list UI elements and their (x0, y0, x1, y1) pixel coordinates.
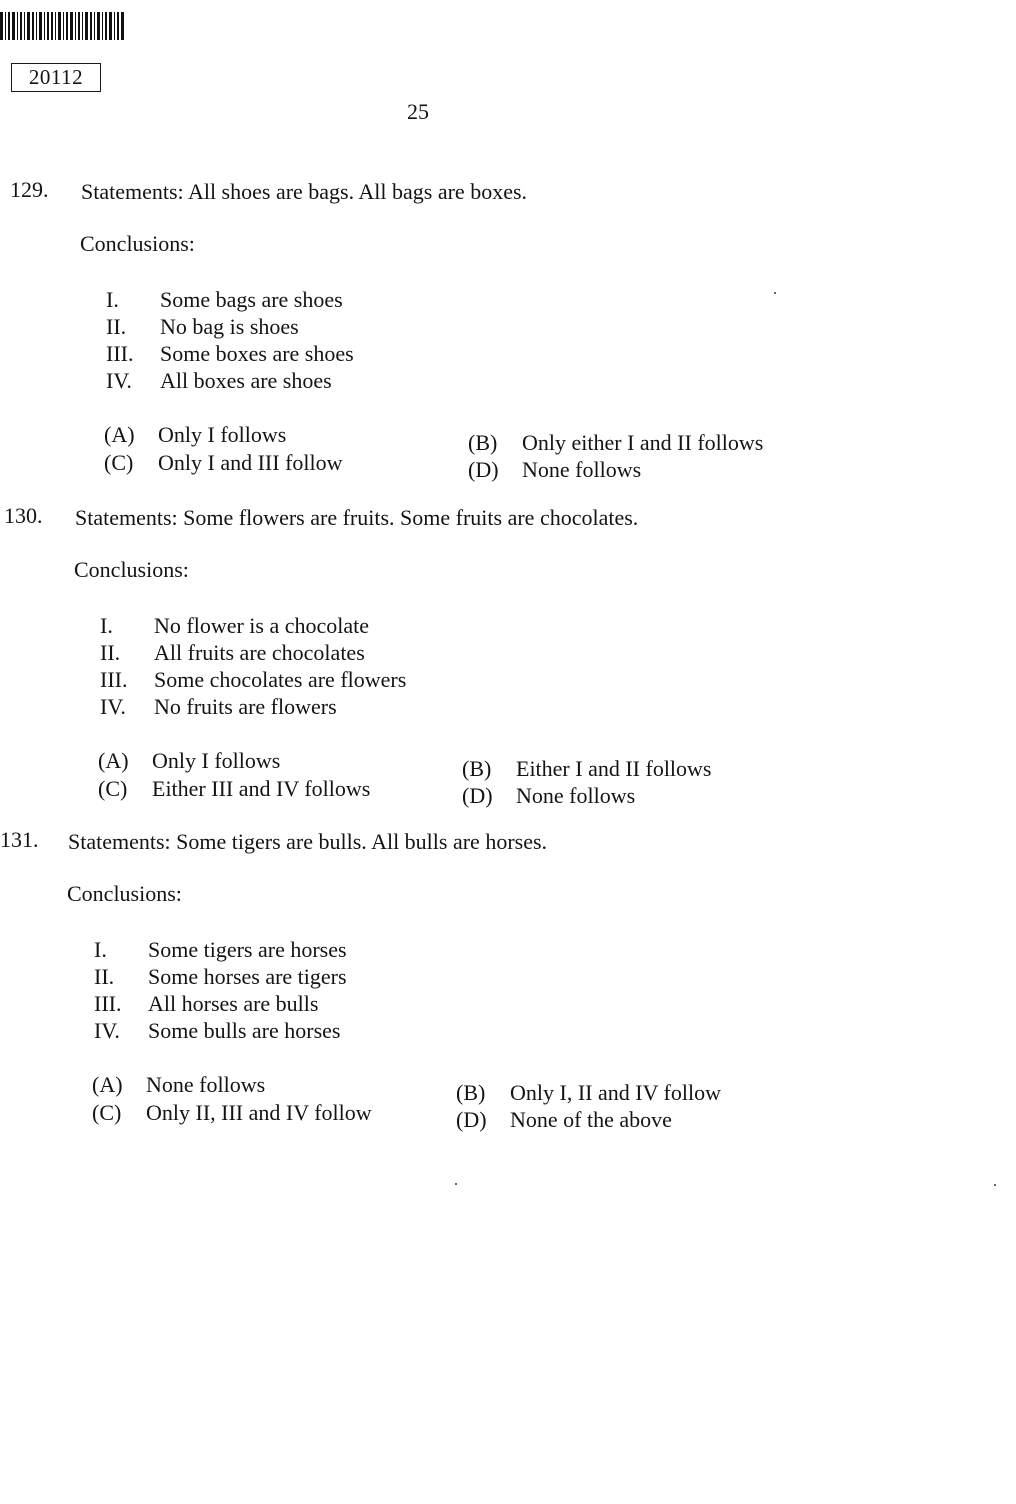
question-130 (0, 503, 1016, 823)
option-text: Either III and IV follows (152, 776, 371, 801)
conclusion-text: No flower is a chocolate (154, 613, 370, 638)
option-letter: (A) (104, 422, 135, 447)
option-letter: (C) (104, 450, 134, 475)
conclusion-text: All horses are bulls (148, 991, 319, 1016)
option-letter: (A) (98, 748, 129, 773)
conclusion-text: Some bags are shoes (160, 287, 343, 312)
conclusion-numeral: III. (94, 991, 122, 1016)
conclusion-numeral: II. (94, 964, 115, 989)
conclusions-label: Conclusions: (80, 231, 195, 256)
conclusions-label: Conclusions: (67, 881, 182, 906)
option-letter: (C) (98, 776, 128, 801)
barcode-icon (0, 12, 126, 40)
option-text: Only I, II and IV follow (510, 1080, 721, 1105)
conclusion-numeral: I. (106, 287, 119, 312)
option-letter: (B) (462, 756, 492, 781)
option-letter: (D) (456, 1107, 487, 1132)
scan-speck (994, 1184, 996, 1186)
conclusion-text: Some tigers are horses (148, 937, 347, 962)
option-text: Either I and II follows (516, 756, 712, 781)
conclusion-numeral: III. (106, 341, 134, 366)
scan-speck (455, 1183, 457, 1185)
page-number: 25 (407, 99, 429, 124)
conclusion-text: No fruits are flowers (154, 694, 337, 719)
option-letter: (A) (92, 1072, 123, 1097)
question-129 (0, 177, 1016, 497)
conclusion-text: No bag is shoes (160, 314, 299, 339)
conclusion-text: Some chocolates are flowers (154, 667, 407, 692)
question-statement: Statements: All shoes are bags. All bags are boxes. (81, 179, 528, 204)
question-number: 131. (0, 827, 39, 852)
option-text: None follows (522, 457, 642, 482)
conclusion-text: Some bulls are horses (148, 1018, 341, 1043)
question-statement: Statements: Some tigers are bulls. All bulls are horses. (68, 829, 548, 854)
conclusion-text: Some horses are tigers (148, 964, 347, 989)
question-number: 130. (4, 503, 43, 528)
conclusions-label: Conclusions: (74, 557, 189, 582)
question-number: 129. (10, 177, 49, 202)
scan-speck (774, 292, 776, 294)
conclusion-numeral: IV. (94, 1018, 120, 1043)
paper-code-box: 20112 (11, 63, 101, 92)
option-text: None follows (516, 783, 636, 808)
conclusion-text: All fruits are chocolates (154, 640, 365, 665)
option-letter: (C) (92, 1100, 122, 1125)
conclusion-numeral: II. (106, 314, 127, 339)
option-letter: (D) (468, 457, 499, 482)
question-131 (0, 827, 1016, 1147)
option-text: Only II, III and IV follow (146, 1100, 372, 1125)
conclusion-numeral: II. (100, 640, 121, 665)
conclusion-numeral: I. (94, 937, 107, 962)
option-letter: (B) (468, 430, 498, 455)
option-text: Only I follows (152, 748, 281, 773)
option-text: None follows (146, 1072, 266, 1097)
option-text: Only I and III follow (158, 450, 343, 475)
conclusion-numeral: IV. (100, 694, 126, 719)
option-letter: (B) (456, 1080, 486, 1105)
conclusion-text: Some boxes are shoes (160, 341, 354, 366)
conclusion-numeral: IV. (106, 368, 132, 393)
option-text: Only I follows (158, 422, 287, 447)
option-letter: (D) (462, 783, 493, 808)
question-statement: Statements: Some flowers are fruits. Some fruits are chocolates. (75, 505, 639, 530)
option-text: Only either I and II follows (522, 430, 764, 455)
conclusion-numeral: I. (100, 613, 113, 638)
conclusion-text: All boxes are shoes (160, 368, 332, 393)
conclusion-numeral: III. (100, 667, 128, 692)
option-text: None of the above (510, 1107, 672, 1132)
